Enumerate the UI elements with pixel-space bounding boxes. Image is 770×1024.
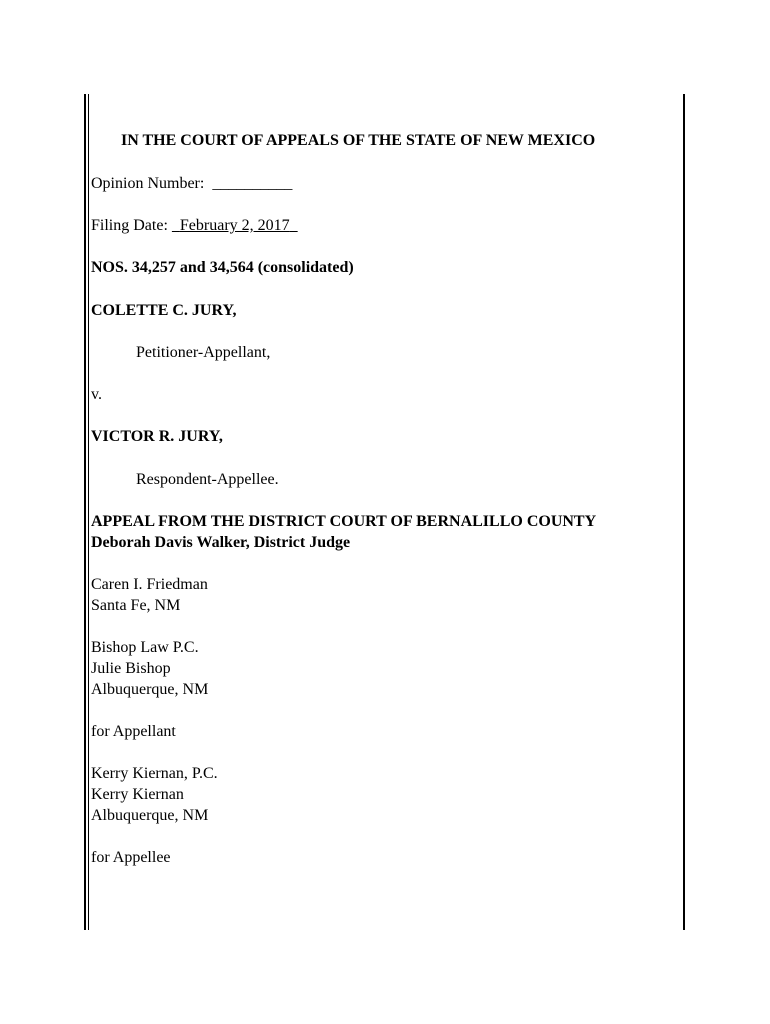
- counsel-line: Kerry Kiernan, P.C.: [91, 765, 218, 782]
- court-title: IN THE COURT OF APPEALS OF THE STATE OF NEW MEXICO: [121, 132, 596, 149]
- petitioner-name: COLETTE C. JURY,: [91, 302, 237, 319]
- opinion-number-value: __________: [212, 175, 293, 192]
- filing-date-line: [91, 215, 298, 236]
- appeal-judge: Deborah Davis Walker, District Judge: [91, 534, 351, 551]
- filing-date-value: February 2, 2017: [179, 217, 290, 234]
- opinion-number-label: Opinion Number:: [91, 175, 205, 192]
- for-appellee-label: for Appellee: [91, 849, 171, 866]
- case-numbers: NOS. 34,257 and 34,564 (consolidated): [91, 259, 354, 276]
- for-appellant-label: for Appellant: [91, 723, 176, 740]
- counsel-line: Kerry Kiernan: [91, 786, 184, 803]
- appeal-from: APPEAL FROM THE DISTRICT COURT OF BERNALILLO COUNTY: [91, 513, 597, 530]
- left-margin-rule-inner: [88, 94, 89, 930]
- counsel-line: Julie Bishop: [91, 660, 171, 677]
- right-margin-rule: [683, 94, 685, 930]
- opinion-number-line: [91, 173, 292, 194]
- counsel-line: Albuquerque, NM: [91, 681, 209, 698]
- versus: v.: [91, 386, 102, 403]
- counsel-line: Bishop Law P.C.: [91, 639, 199, 656]
- filing-date-label: Filing Date:: [91, 217, 168, 234]
- counsel-line: Santa Fe, NM: [91, 597, 181, 614]
- counsel-line: Caren I. Friedman: [91, 576, 208, 593]
- respondent-role: Respondent-Appellee.: [136, 471, 279, 488]
- respondent-name: VICTOR R. JURY,: [91, 428, 223, 445]
- petitioner-role: Petitioner-Appellant,: [136, 344, 271, 361]
- counsel-line: Albuquerque, NM: [91, 807, 209, 824]
- left-margin-rule: [84, 94, 86, 930]
